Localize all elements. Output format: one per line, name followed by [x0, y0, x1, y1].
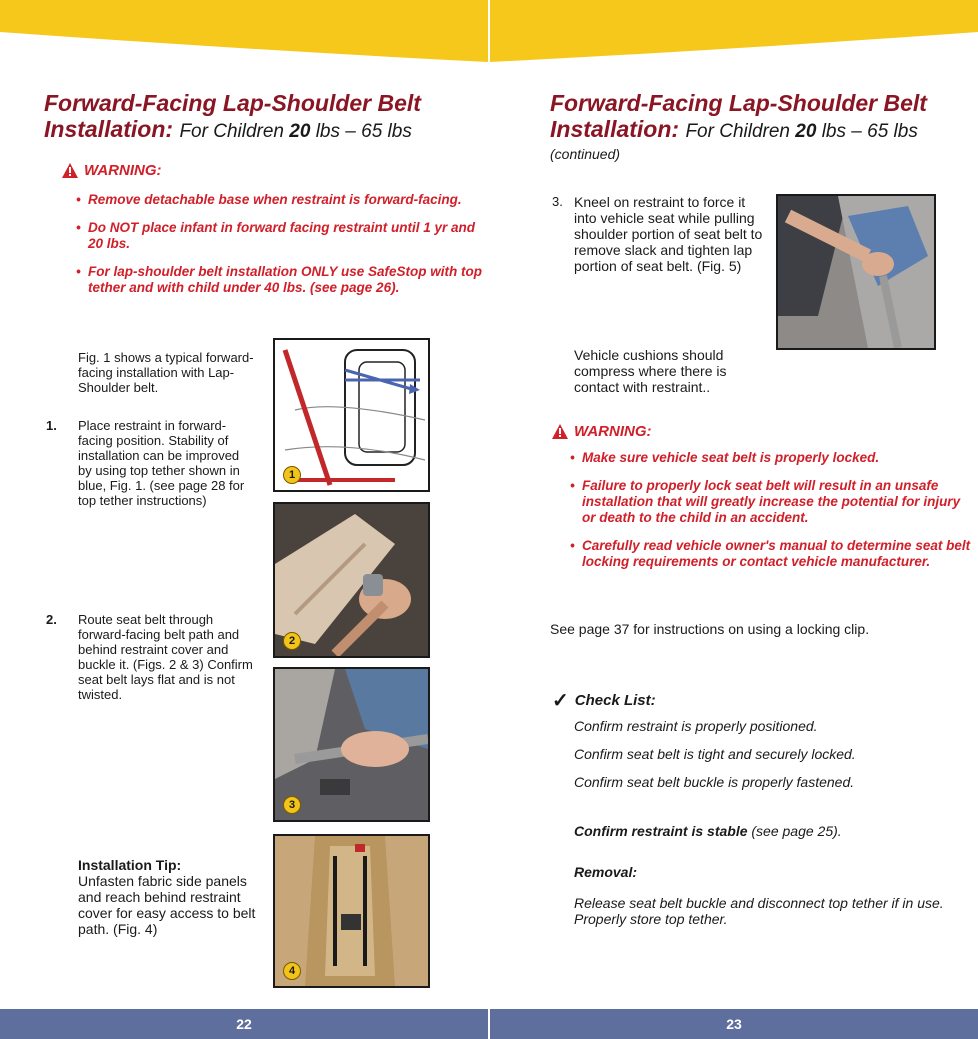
figure-badge: 4	[283, 962, 301, 980]
page-title	[44, 90, 484, 145]
figure-badge: 2	[283, 632, 301, 650]
tip-text: Unfasten fabric side panels and reach behind restraint cover for easy access to belt path. (Fig. 4)	[78, 873, 256, 937]
warning-item: • Remove detachable base when restraint is forward-facing.	[76, 192, 486, 208]
figure-5	[776, 194, 936, 350]
figure-2	[273, 502, 430, 658]
tip-title: Installation Tip:	[78, 857, 182, 873]
step-2-number: 2.	[46, 612, 57, 627]
page-22	[0, 0, 488, 1039]
figure-badge: 3	[283, 796, 301, 814]
page-title	[550, 90, 976, 145]
checkmark-icon: ✓	[552, 690, 569, 712]
warning-heading: WARNING:	[552, 423, 652, 440]
checklist	[574, 712, 974, 796]
title-line-2: Installation:	[550, 116, 680, 142]
checklist-heading: ✓ Check List:	[552, 690, 656, 712]
fig1-caption: Fig. 1 shows a typical forward-facing installation with Lap-Shoulder belt.	[78, 350, 254, 395]
cushion-text: Vehicle cushions should compress where there is contact with restraint..	[574, 347, 727, 395]
warning-item: • Failure to properly lock seat belt will result in an unsafe installation that will greatly increase the potential for injury or death to the child in an accident.	[570, 478, 974, 526]
locking-clip-note: See page 37 for instructions on using a locking clip.	[550, 621, 870, 637]
warning-item: • Do NOT place infant in forward facing restraint until 1 yr and 20 lbs.	[76, 220, 486, 252]
warning-list	[76, 192, 486, 308]
step-2-text: Route seat belt through forward-facing belt path and behind restraint cover and buckle it. (Figs. 2 & 3) Confirm seat belt lays flat and is not twisted.	[78, 612, 253, 702]
subtitle: For Children 20 lbs – 65 lbs	[685, 121, 918, 142]
page-number: 22	[236, 1016, 252, 1032]
footer-left	[0, 1009, 488, 1039]
page-23	[490, 0, 978, 1039]
installation-tip	[78, 857, 258, 937]
checklist-item: Confirm seat belt is tight and securely locked.	[574, 746, 856, 762]
step-3-number: 3.	[552, 194, 563, 209]
footer-right	[490, 1009, 978, 1039]
title-line-1: Forward-Facing Lap-Shoulder Belt	[44, 90, 421, 116]
checklist-item: Confirm restraint is properly positioned.	[574, 718, 818, 734]
figure-badge: 1	[283, 466, 301, 484]
step-1-number: 1.	[46, 418, 57, 433]
removal-text: Release seat belt buckle and disconnect top tether if in use. Properly store top tether.	[574, 895, 944, 927]
figure-1	[273, 338, 430, 492]
warning-list	[570, 450, 974, 582]
step-1-text: Place restraint in forward-facing position. Stability of installation can be improved by using top tether shown in blue, Fig. 1. (see page 28 for top tether instructions)	[78, 418, 245, 508]
warning-item: • Carefully read vehicle owner's manual to determine seat belt locking requirements or contact vehicle manufacturer.	[570, 538, 974, 570]
continued-label: (continued)	[550, 146, 621, 162]
warning-item: • For lap-shoulder belt installation ONLY use SafeStop with top tether and with child under 40 lbs. (see page 26).	[76, 264, 486, 296]
figure-4	[273, 834, 430, 988]
warning-triangle-icon	[62, 163, 78, 178]
removal-heading: Removal:	[574, 864, 638, 880]
warning-triangle-icon	[552, 424, 568, 439]
checklist-item: Confirm seat belt buckle is properly fastened.	[574, 774, 855, 790]
warning-heading: WARNING:	[62, 162, 162, 179]
title-line-1: Forward-Facing Lap-Shoulder Belt	[550, 90, 927, 116]
stability-check: Confirm restraint is stable (see page 25).	[574, 823, 842, 839]
warning-item: • Make sure vehicle seat belt is properly locked.	[570, 450, 974, 466]
title-line-2: Installation:	[44, 116, 174, 142]
step-3-text: Kneel on restraint to force it into vehicle seat while pulling shoulder portion of seat belt to remove slack and tighten lap portion of seat belt. (Fig. 5)	[574, 194, 763, 274]
subtitle: For Children 20 lbs – 65 lbs	[179, 121, 412, 142]
page-number: 23	[726, 1016, 742, 1032]
figure-3	[273, 667, 430, 822]
